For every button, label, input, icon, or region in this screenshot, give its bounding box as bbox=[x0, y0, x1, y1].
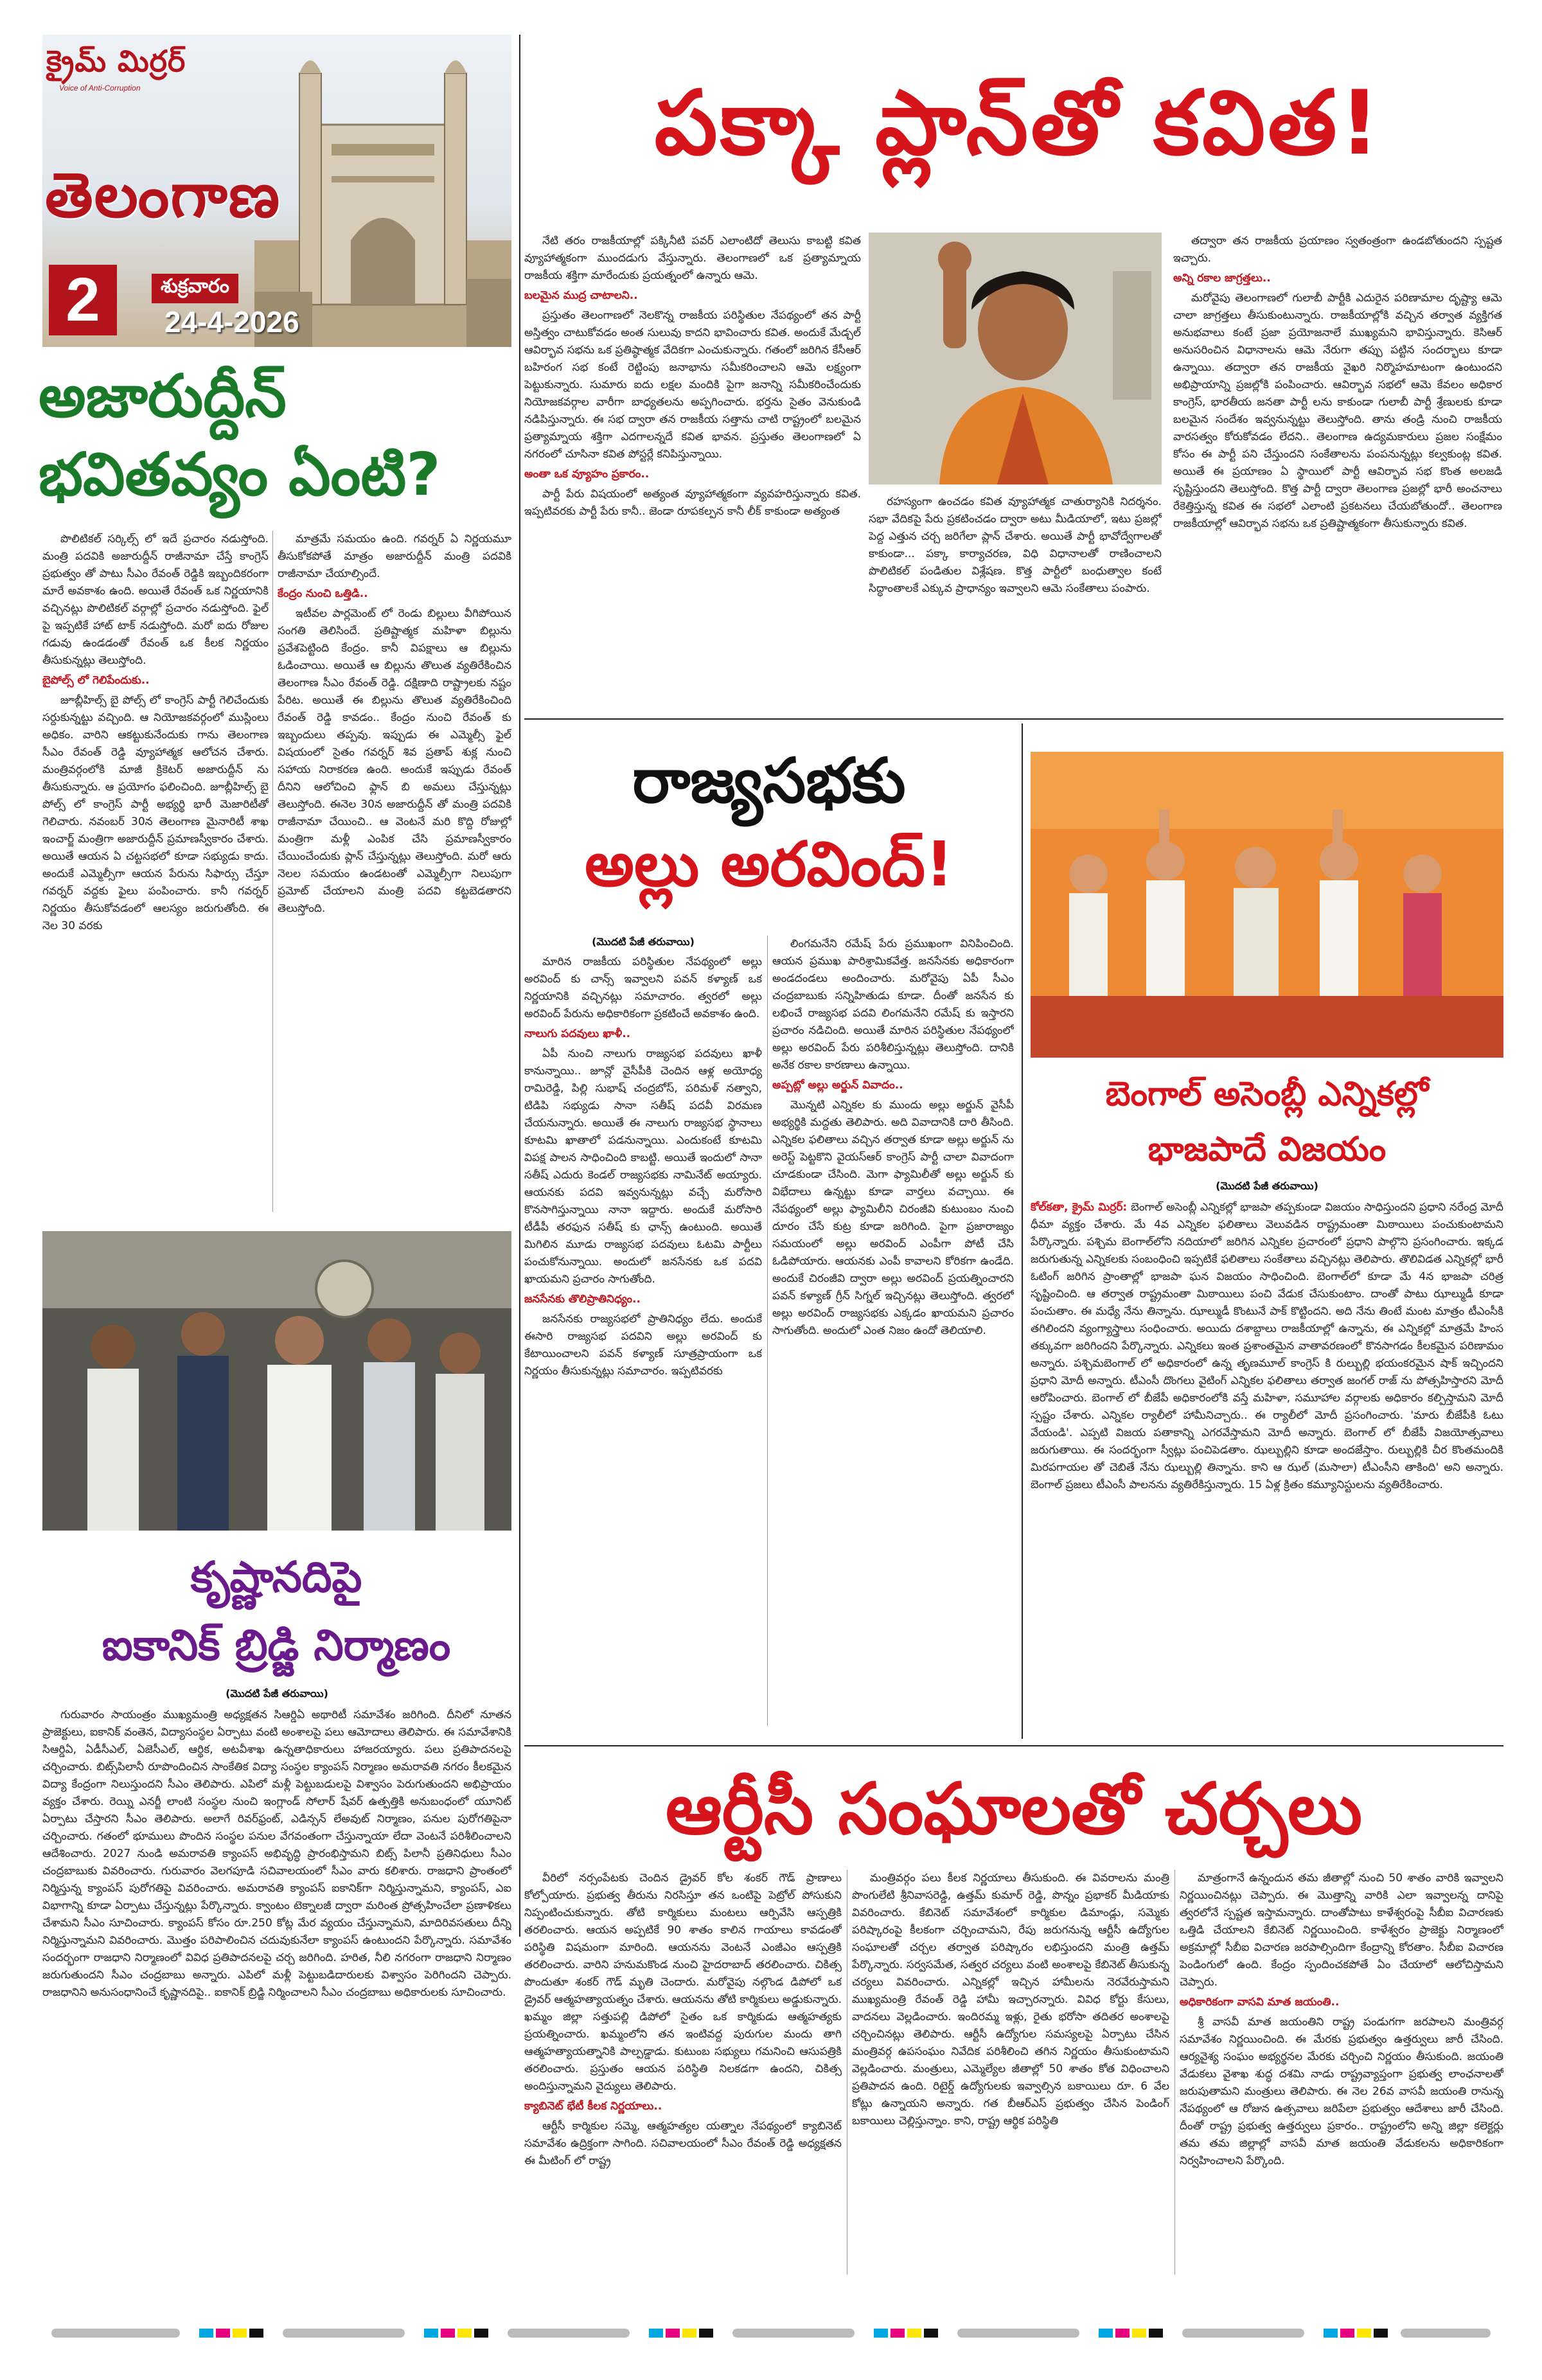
brand-tagline: Voice of Anti-Corruption bbox=[59, 84, 141, 93]
rtc-paragraph: ఆర్టీసీ కార్మికుల సమ్మె, ఆత్మహత్యల యత్నాల నేపథ్యంలో క్యాబినెట్ సమావేశం ఉద్రిక్తంగా సాగింది. సచివాలయంలో సీఎం రేవంత్ రెడ్డి అధ్యక్షతన ఈ మీటింగ్ లో రాష్ట్ర bbox=[524, 2120, 842, 2167]
lead-subhead: అంతా ఒక వ్యూహం ప్రకారం.. bbox=[524, 468, 650, 481]
rajya-headline bbox=[524, 739, 1014, 906]
azhar-subhead: బైపోల్స్ లో గెలిపేందుకు.. bbox=[42, 674, 150, 687]
brand-logo bbox=[46, 44, 316, 93]
azhar-paragraph: జూబ్లీహిల్స్ బై పోల్స్ లో కాంగ్రెస్ పార్టీ గెలిచేందుకు సర్దుకున్నట్టు వచ్చింది. ఆ నియోజకవర్గంలో ముస్లింలు అధికం. వారిని ఆకట్టుకునేందుకు గాను తెలంగాణ సీఎం రేవంత్ రెడ్డి వ్యూహాత్మక ఆలోచన చేశారు. మంత్రివర్గంలోకి మాజీ క్రికెటర్ అజారుద్దీన్ ను తీసుకున్నారు. ఆ ప్రయోగం ఫలించింది. జూబ్లీహిల్స్ బై పోల్స్ లో కాంగ్రెస్ పార్టీ అభ్యర్థి భారీ మెజారిటీతో గెలిచారు. నవంబర్ 30న తెలంగాణ మైనారిటీ శాఖ ఇంచార్జ్ మంత్రిగా అజారుద్దీన్ ప్రమాణస్వీకారం చేశారు. అయితే ఆయన ఏ చట్టసభలో కూడా సభ్యుడు కాదు. అందుకే ఎమ్మెల్సీగా ఆయన పేరును సిఫార్సు చేస్తూ గవర్నర్ వద్దకు ఫైలు పంపించారు. కానీ గవర్నర్ నిర్ణయం తీసుకోవడంలో ఆలస్యం జరుగుతోంది. ఈ నెల 30 వరకు bbox=[42, 694, 269, 932]
krishna-meeting-photo bbox=[42, 1231, 511, 1531]
rtc-paragraph: వీరిలో నర్సంపేటకు చెందిన డ్రైవర్ కోల శంకర్ గౌడ్ ప్రాణాలు కోల్పోయారు. ప్రభుత్వ తీరును నిరసిస్తూ తన ఒంటిపై పెట్రోల్ పోసుకుని నిప్పంటించుకున్నారు. తోటి కార్మికులు మంటలు ఆర్పివేసి ఆస్పత్రికి తరలించారు. ఆయన అప్పటికే 90 శాతం కాలిన గాయాలు కావడంతో పరిస్థితి విషమంగా మారింది. ఆయనను వెంటనే ఎంజీఎం ఆస్పత్రికి తరలించారు. వారిని హనుమకొండ నుంచి హైదరాబాద్ తరలించారు. చికిత్స పొందుతూ శంకర్ గౌడ్ మృతి చెందారు. మరోవైపు నల్గొండ డిపోలో ఒక డ్రైవర్ ఆత్మహత్యాయత్నం చేశారు. ఆయనను తోటి కార్మికులు అడ్డుకున్నారు. ఖమ్మం జిల్లా సత్తుపల్లి డిపోలో సైతం ఒక కార్మికుడు ఆత్మహత్యకు ప్రయత్నించారు. ఖమ్మంలోని తన ఇంటివద్ద పురుగుల మందు తాగి ఆత్మహత్యాయత్నానికి పాల్పడ్డాడు. కుటుంబ సభ్యులు గమనించి ఆసుపత్రికి తరలించారు. ప్రస్తుతం ఆయన పరిస్థితి నిలకడగా ఉందని, చికిత్స అందిస్తున్నామని వైద్యులు తెలిపారు. bbox=[524, 1872, 842, 2093]
page-number: 2 bbox=[66, 265, 100, 334]
lead-paragraph: మరోవైపు తెలంగాణలో గులాబీ పార్టీకి ఎదురైన పరిణామాల దృష్ట్యా ఆమె చాలా జాగ్రత్తలు తీసుకుంటున్నారు. రాజకీయాల్లోకి వచ్చిన తర్వాత వ్యక్తిగత అనుభవాలు కంటే ప్రజా ప్రయోజనాలే ముఖ్యమని భావిస్తున్నారు. కెసిఆర్ అనుసరించిన విధానాలను ఆమె నేరుగా తప్పు పట్టిన సందర్భాలు కూడా ఉన్నాయి. తద్వారా తన రాజకీయ వైఖరి నిర్మొహమాటంగా ఉంటుందని అభిప్రాయాన్ని ప్రజల్లోకి పంపించారు. ఆవిర్భావ సభలో ఆమె కేవలం అధికార కాంగ్రెస్, భారతీయ జనతా పార్టీ లను కాకుండా గులాబీ పార్టీ శ్రేణులకు కూడా బలమైన సందేశం ఇవ్వనున్నట్టు తెలుస్తోంది. తాను తండ్రి నుంచి రాజకీయ వారసత్వం కోరుకోవడం లేదని.. తెలంగాణ ఉద్యమకారులు ప్రజల సంక్షేమం కోసం ఈ పార్టీ పని చేస్తుందని సంకేతాలను పంపనున్నట్లు కల్వకుంట్ల కవిత. అయితే ఈ ప్రయాణం ఏ స్థాయిలో పార్టీ ఆవిర్భావ సభ కొంత అలజడి సృష్టిస్తుందని తెలుస్తోంది. కొత్త పార్టీ ద్వారా తెలంగాణ ప్రజల్లో భారీ అంచనాలు రేకెత్తిస్తున్న కవిత ఈ సభలో ఎలాంటి ప్రకటనలు చేయబోతుందో.. తెలంగాణ రాజకీయాల్లో ఆవిర్భావ సభను ఒక ప్రతిష్టాత్మకంగా తీసుకున్నారు కవిత. bbox=[1173, 292, 1502, 530]
rajya-paragraph: జనసేనకు రాజ్యసభలో ప్రాతినిధ్యం లేదు. అందుకే ఈసారి రాజ్యసభ పదవిని అల్లు అరవింద్ కు కేటాయించాలని పవన్ కళ్యాణ్ సూత్రప్రాయంగా ఒక నిర్ణయం తీసుకున్నట్లు సమాచారం. ఇప్పటివరకు bbox=[524, 1313, 762, 1378]
bengal-continued: (మొదటి పేజీ తరువాయి) bbox=[1216, 1180, 1318, 1192]
registration-marks bbox=[51, 2326, 1491, 2340]
rajya-paragraph: ఏపీ నుంచి నాలుగు రాజ్యసభ పదవులు ఖాళీ కానున్నాయి.. జూన్లో వైసీపీకి చెందిన ఆళ్ల అయోధ్య రామిరెడ్డి, పిల్లి సుభాష్ చంద్రబోస్, పరిమళ్ నత్వాని, టిడిపి సభ్యుడు సానా సతీష్ పదవీ విరమణ చేయనున్నారు. అయితే ఈ నాలుగు రాజ్యసభ స్థానాలు కూటమి ఖాతాలో పడనున్నాయి. ఎందుకంటే కూటమి విపక్ష పాలన సాధించింది కాబట్టి. అయితే ఇందులో సానా సతీష్ ఎదురు కెండల్ రాజ్యసభకు నామినేట్ అయ్యారు. ఆయనకు పదవి ఇవ్వనున్నట్లు వచ్చే మరోసారి కొనసాగిస్తున్నాయి నానా ఇద్దారు. అందుకే మరోసారి టీడీపీ తరఫున సతీష్ కు ఛాన్స్ ఉంటుంది. అయితే మిగిలిన మూడు రాజ్యసభ పదవులు ఓటమి పార్టీలు పంచుకోనున్నాయి. అందులో జనసేనకు ఒక పదవి ఖాయమని ప్రచారం సాగుతోంది. bbox=[524, 1047, 762, 1286]
rtc-headline: ఆర్టీసీ సంఘాలతో చర్చలు bbox=[665, 1768, 1363, 1850]
lead-paragraph: రహస్యంగా ఉంచడం కవిత వ్యూహాత్మక చాతుర్యానికి నిదర్శనం. సభా వేదికపై పేరు ప్రకటించడం ద్వారా అటు మీడియాలో, ఇటు ప్రజల్లో పెద్ద ఎత్తున చర్చ జరిగేలా ప్లాన్ చేశారు. అయితే పార్టీ భావోద్వేగాలతో కాకుండా... పక్కా కార్యాచరణ, విధి విధానాలతో రాణించాలని పొలిటికల్ పండితుల విశ్లేషణ. కొత్త పార్టీలో బంధుత్వాల కంటే సిద్ధాంతాలకే ఎక్కువ ప్రాధాన్యం ఇవ్వాలని ఆమె సంకేతాలు పంపారు. bbox=[869, 495, 1162, 595]
bengal-text: బెంగాల్ అసెంబ్లీ ఎన్నికల్లో భాజపా తప్పకుండా విజయం సాధిస్తుందని ప్రధాని నరేంద్ర మోదీ ధీమా వ్యక్తం చేశారు. మే 4వ ఎన్నికల ఫలితాలు వెలువడిన రాష్ట్రమంతా మిఠాయిలు పంచుకుంటామని పేర్కొన్నారు. పశ్చిమ బెంగాల్‌లోని నదియాలో జరిగిన ఎన్నికల ప్రచారంలో ప్రధాని పాల్గొని ప్రసంగించారు. ఇక్కడ జరుగుతున్న ఎన్నికలకు సంబంధించి ఇప్పటికే ఫలితాలు సంకేతాలు వచ్చినట్లు తెలిపారు. తొలివిడత ఎన్నికల్లో భారీ ఓటింగ్ జరిగిన ప్రాంతాల్లో భాజపా ఘన విజయం సాధించింది. బెంగాల్‌లో కూడా మే 4న భాజపా చరిత్ర సృష్టించింది. ఆ తర్వాత రాష్ట్రమంతా మిఠాయిలు పంచి వేడుక చేసుకుంటాం. దాంతో పాటు ఝాల్ముడీ కూడా పంచుతాం. ఈ మధ్యే నేను తిన్నాను. ఝాల్ముడీ కొంటునే పాక్ కొట్టిందని. అది నేను తింటే మంట మాత్రం టీఎంసీకి తగిలిందని వ్యంగ్యాస్త్రాలు సంధించారు. అయిదు దశాబ్దాలు రాజకీయాల్లో ఉన్నాను, ఈ ఎన్నికల్లో మాత్రమే హింస తక్కువగా జరిగిందని పేర్కొన్నారు. ఎన్నికలు ఇంత ప్రశాంతమైన వాతావరణంలో కొనసాగడం కీలకమైన పరిణామం అన్నారు. పశ్చిమబెంగాల్ లో అధికారంలో ఉన్న తృణమూల్ కాంగ్రెస్ కి రుల్బుల్లి భయంకరమైన షాక్ ఇచ్చిందని ప్రధాని మోదీ అన్నారు. టీఎంసీ దొంగలు వైటింగ్ ఎన్నికల ఫలితాలు తర్వాత జంగల్ రాజ్ ను పోత్సహిస్తారని మోదీ ఆరోపించారు. బెంగాల్ లో బీజేపీ అధికారంలోకి వస్తే మహిళా, సమూహాల వర్గాలకు అధికారం కల్పిస్తామని మోదీ స్పష్టం చేశారు. ఎన్నికల ర్యాలీలో హామీనిచ్చారు.. ఈ ర్యాలీలో మోదీ ప్రసంగించారు. 'మారు బీజేపీకి ఓటు వేయండి'. ఎప్పటి విజయ పతాకాన్ని ఎగరవేస్తామని మోదీ అన్నారు. బెంగాల్ లో బీజేపీ విజయోత్సవాలు జరుగుతాయి. ఈ సందర్భంగా స్వీట్లు పంచిపెడతాం. ఝల్బుల్లిని కూడా అందజేస్తాం. రుల్బుల్లికి చీర కొంతమందికి మిరపగాయల తో చెబితే నేను ఝల్బుల్లి తిన్నాను. కాని ఆ ఝల్ (మసాలా) టీఎంసీని తాకింది' అని అన్నారు. బెంగాల్ ప్రజలు టీఎంసీ పాలనను వ్యతిరేకిస్తున్నారు. 15 ఏళ్ల క్రితం కమ్యూనిస్టులను వ్యతిరేకించారు. bbox=[1031, 1201, 1503, 1491]
print-color-bar bbox=[51, 2326, 1491, 2340]
rajya-col1 bbox=[524, 954, 762, 1731]
krishna-body bbox=[42, 1707, 511, 2272]
lead-col1 bbox=[524, 233, 861, 708]
rtc-subhead: అధికారికంగా వాసవి మాత జయంతి.. bbox=[1180, 1996, 1340, 2009]
page-number-box bbox=[49, 265, 117, 335]
bengal-paragraph bbox=[1031, 1199, 1503, 1494]
lead-subhead: బలమైన ముద్ర చాటాలని.. bbox=[524, 289, 638, 302]
masthead bbox=[42, 35, 511, 347]
lead-subhead: అన్ని రకాల జాగ్రత్తలు.. bbox=[1173, 272, 1271, 285]
rtc-col3 bbox=[1180, 1870, 1503, 2281]
column-rule bbox=[272, 531, 273, 1212]
rajya-subhead: నాలుగు పదవులు ఖాళీ.. bbox=[524, 1027, 631, 1040]
krishna-headline-line2: ఐకానిక్ బ్రిడ్జి నిర్మాణం bbox=[102, 1621, 451, 1670]
date-label: 24-4-2026 bbox=[164, 305, 299, 339]
rajya-subhead: జనసేనకు తొలిప్రాతినిధ్యం.. bbox=[524, 1293, 641, 1306]
azhar-paragraph: ఇటీవల పార్లమెంట్ లో రెండు బిల్లులు వీగిపోయిన సంగతి తెలిసిందే. ప్రతిష్టాత్మక మహిళా బిల్లును ప్రవేశపెట్టింది కేంద్రం. కానీ విపక్షాలు ఆ బిల్లును ఓడించాయి. అయితే ఆ బిల్లును తొలుత వ్యతిరేకించిన తెలంగాణ సీఎం రేవంత్ రెడ్డి. దక్షిణాది రాష్ట్రాలకు నష్టం పేరిట. అయితే ఈ బిల్లును తొలుత వ్యతిరేకించింది రేవంత్ రెడ్డి కావడం.. కేంద్రం నుంచి రేవంత్ కు ఇబ్బందులు తప్పవు. ఇప్పుడు ఈ ఎమ్మెల్సీ ఫైల్ విషయంలో సైతం గవర్నర్ శివ ప్రతాప్ శుక్ల నుంచి సహాయ నిరాకరణ ఉంది. అందుకే ఇప్పుడు రేవంత్ దీనిని ఆలోచించి ఫ్లాన్ బి అమలు చేస్తున్నట్లు తెలుస్తోంది. ఈనెల 30న అజారుద్దీన్ తో మంత్రి పదవికి రాజీనామా చేయించి.. ఆ వెంటనే మరి కొద్ది రోజుల్లో మంత్రిగా మళ్లీ ఎంపిక చేసి ప్రమాణస్వీకారం చేయించేందుకు ప్లాన్ చేస్తున్నట్లు తెలుస్తోంది. మరో ఆరు నెలల సమయం ఉండటంతో ఎమ్మెల్సీగా నిలుపుగా ప్రమోట్ చేయాలని మంత్రి పదవి కట్టబెడతారని తెలుస్తోంది. bbox=[278, 607, 511, 915]
column-rule bbox=[1022, 724, 1023, 1739]
edition-title: తెలంగాణ bbox=[45, 159, 281, 231]
azhar-headline bbox=[39, 357, 514, 514]
rajya-paragraph: మారిన రాజకీయ పరిస్థితుల నేపథ్యంలో అల్లు అరవింద్ కు చాన్స్ ఇవ్వాలని పవన్ కళ్యాణ్ ఒక నిర్ణయానికి వచ్చినట్లు సమాచారం. త్వరలో అల్లు అరవింద్ పేరును అధికారికంగా ప్రకటించే అవకాశం ఉంది. bbox=[524, 955, 762, 1020]
krishna-headline bbox=[39, 1543, 514, 1680]
krishna-paragraph: గురువారం సాయంత్రం ముఖ్యమంత్రి అధ్యక్షతన సిఆర్డిఏ అథారిటీ సమావేశం జరిగింది. దీనిలో నూతన ప్రాజెక్టులు, ఐకానిక్ వంతెన, విద్యాసంస్థల ఏర్పాటు వంటి అంశాలపై పలు ఆమోదాలు తెలిపారు. ఈ సమావేశానికి సిఆర్డిఏ, ఏడీసీఎల్, ఏజెసీఎల్, ఆర్థిక, అటవీశాఖ ఉన్నతాధికారులు హాజరయ్యారు. పలు ప్రతిపాదనలపై చర్చించారు. బిట్స్‌పిలానీ రూపొందించిన సాంకేతిక విద్యా సంస్థల క్యాంపస్‌ నిర్మాణం అమరావతి నగరం కీలకమైన విద్యా కేంద్రంగా నిలుస్తుందని సీఎం తెలిపారు. ఎపిలో మళ్లీ పెట్టుబడులపై విశ్వాసం పెరుగుతుందని అభిప్రాయం వ్యక్తం చేశారు. రెయ్ని ఎనర్జీ లాంటి సంస్థల నుంచి ఇంగ్లాండ్ సోలార్ షేవర్ ఉత్పత్తికి అనుబంధంలో యూనిట్ ఏర్పాటు చేస్తారని సీఎం తెలిపారు. అలాగే రివర్‌ఫ్రంట్, ఎడిన్సన్ లేఅవుట్ నిర్మాణం, పనుల పురోగతిపైనా చర్చించారు. గతంలో భూములు పొందిన సంస్థల పనుల వేగవంతంగా చేస్తున్నాయా లేదా వెంటనే పరిశీలించాలని ఆదేశించారు. 2027 నుండి అమరావతి క్యాంపస్ అభివృద్ధి ప్రారంభిస్తామని బిట్స్ పిలానీ ప్రతినిధులు సీఎం చంద్రబాబుకు వివరించారు. గురువారం వెలగపూడి సచివాలయంలో సీఎం వారు కలిశారు. రాజధాని ప్రాంతంలో నిర్మిస్తున్న క్యాంపస్ పురోగతిపై వివరించారు. అమరావతి క్యాంపస్ ఐకానిక్‌గా నిర్మిస్తున్నామని, క్యాంపస్, ఎఐ విభాగాన్ని కూడా ఏర్పాటు చేస్తున్నట్లు పేర్కొన్నారు. క్వాంటం టెక్నాలజీ ద్వారా మరింత ప్రోత్సహించేలా ప్రణాళికలు చేశామని సీఎం సూచించారు. క్యాంపస్ కోసం రూ.250 కోట్ల మేర వ్యయం చేస్తున్నామని, మాదిరివసతులు దీన్ని నిర్మిస్తున్నామని వివరించారు. మొత్తం పరిపాలించిన చదువుకునేలా క్యాంపస్ ఉంటుందని పేర్కొన్నారు. సమావేశం సందర్భంగా రాజధాని నిర్మాణంలో వివిధ ప్రతిపాదనలపై చర్చ జరిగింది. హరిత, నీలి నగరంగా రాజధాని నిర్మాణం జరుగుతుందని సీఎం చంద్రబాబు అన్నారు. ఎపిలో మళ్లీ పెట్టుబడిదారులకు విశ్వాసం పెరిగిందని చెప్పారు. రాజధానిని అనుసంధానించే కృష్ణానదిపై.. ఐకానిక్ బ్రిడ్జి నిర్మించాలని సీఎం చంద్రబాబు అధికారులకు సూచించారు. bbox=[42, 1709, 511, 1999]
rajya-paragraph: మొన్నటి ఎన్నికల కు ముందు అల్లు అర్జున్ వైసీపీ అభ్యర్థికి మద్దతు తెలిపారు. అది వివాదానికి దారి తీసింది. ఎన్నికల ఫలితాలు వచ్చిన తర్వాత కూడా అల్లు అర్జున్ ను అరెస్ట్ పెట్టకొని వైయస్ఆర్ కాంగ్రెస్ పార్టీ చాలా వివాదంగా చూడకుండా చేసింది. మెగా ఫ్యామిలీతో అల్లు అర్జున్ కు విభేదాలు ఉన్నట్టు కూడా వార్తలు వచ్చాయి. ఈ నేపథ్యంలో అల్లు ఫ్యామిలీని చిరంజీవి కుటుంబం నుంచి దూరం చేసే కుట్ర కూడా జరిగింది. పైగా ప్రజారాజ్యం సమయంలో అల్లు అరవింద్ ఎంపీగా పోటీ చేసి ఓడిపోయారు. ఆయనకు ఎంపీ కావాలని కోరికగా ఉండేది. అందుకే చిరంజీవి ద్వారా అల్లు అరవింద్ ప్రయత్నించారని పవన్ కళ్యాణ్ గ్రీన్ సిగ్నల్ ఇచ్చినట్లు తెలుస్తోంది. త్వరలో అల్లు అరవింద్ రాజ్యసభకు ఎక్కడం ఖాయమని ప్రచారం సాగుతోంది. అందులో ఎంత నిజం ఉందో తెలియాలి. bbox=[772, 1099, 1014, 1337]
lead-paragraph: ప్రస్తుతం తెలంగాణలో నెలకొన్న రాజకీయ పరిస్థితుల నేపథ్యంలో తన పార్టీ అస్తిత్వం చాటుకోవడం అంత సులువు కాదని భావించారు కవిత. అందుకే మేడ్చల్ ఆవిర్భావ సభను ఒక ప్రతిష్ఠాత్మక వేదికగా ఎంచుకున్నారు. గతంలో జరిగిన కేసీఆర్ బహిరంగ సభ కంటే రెట్టింపు జనాభాను సమీకరించాలని ఆమె లక్ష్యంగా పెట్టుకున్నారు. సుమారు ఐదు లక్షల మందికి పైగా జనాన్ని సమీకరించేందుకు నియోజకవర్గాల వారీగా బాధ్యతలను అప్పగించారు. భర్తను సైతం వెనుకుండి నడిపిస్తున్నారు. ఈ సభ ద్వారా తన రాజకీయ సత్తాను చాటి రాష్ట్రంలో బలమైన ప్రత్యామ్నాయ శక్తిగా ఎదగాలన్నదే కవిత భావన. ప్రస్తుతం తెలంగాణలో ఏ నగరంలో చూసినా కవిత పోస్టర్లే కనిపిస్తున్నాయి. bbox=[524, 309, 861, 461]
rajya-subhead: అప్పట్లో అల్లు అర్జున్ వివాదం.. bbox=[772, 1079, 903, 1092]
azhar-headline-line1: అజారుద్దీన్ bbox=[39, 362, 287, 431]
section-rule bbox=[524, 1745, 1503, 1746]
azhar-col2 bbox=[278, 531, 511, 1231]
lead-headline: పక్కా ప్లాన్‌తో కవిత! bbox=[654, 71, 1383, 175]
rtc-paragraph: మంత్రివర్గం పలు కీలక నిర్ణయాలు తీసుకుంది. ఈ వివరాలను మంత్రి పొంగులేటి శ్రీనివాసరెడ్డి, ఉత్తమ్ కుమార్ రెడ్డి, పొన్నం ప్రభాకర్ మీడియాకు వివరించారు. కేబినెట్ సమావేశంలో కార్మికుల డిమాండ్లు, సమ్మెకు పరిష్కారంపై కీలకంగా చర్చించామని, రేపు జరుగనున్న ఆర్టీసీ ఉద్యోగుల సంఘాలతో చర్చల తర్వాత పరిష్కారం లభిస్తుందని మంత్రి ఉత్తమ్ పేర్కొన్నారు. సర్వసమేత, సత్వర చర్యలు వంటి అంశాలపై కేబినెట్ తీసుకున్న చర్యలు వివరించారు. ఎన్నికల్లో ఇచ్చిన హామీలను నెరవేరుస్తామని ముఖ్యమంత్రి రేవంత్ రెడ్డి హామీ ఇచ్చారన్నారు. వివిధ కోర్టు కేసులు, వాదనలు వెల్లడించారు. ఇందిరమ్మ ఇళ్లు, రైతు భరోసా తదితర అంశాలపై చర్చించినట్లు తెలిపారు. ఆర్టీసీ ఉద్యోగుల సమస్యలపై ఏర్పాటు చేసిన మంత్రివర్గ ఉపసంఘం నివేదిక పరిశీలించి తగిన నిర్ణయం తీసుకుంటామని వెల్లడించారు. మంత్రులు, ఎమ్మెల్యేల జీతాల్లో 50 శాతం కోత విధించాలని ప్రతిపాదన ఉంది. రిటైర్డ్ ఉద్యోగులకు ఇవ్వాల్సిన బకాయిలు రూ. 6 వేల కోట్లు ఉన్నాయని అన్నారు. గత బీఆర్ఎస్ ప్రభుత్వం చేసిన పెండింగ్ బకాయిలు చెల్లిస్తున్నాం. కాని, రాష్ట్ర ఆర్థిక పరిస్థితి bbox=[852, 1872, 1169, 2127]
kavitha-photo bbox=[869, 233, 1162, 484]
rally-figures bbox=[1031, 752, 1503, 1058]
rtc-subhead: క్యాబినెట్ భేటీ కీలక నిర్ణయాలు.. bbox=[524, 2100, 662, 2113]
rtc-paragraph: మాత్రంగానే ఉన్నందున తమ జీతాల్లో నుంచి 50 శాతం వారికి ఇవ్వాలని నిర్ణయించినట్లు చెప్పారు. ఈ మొత్తాన్ని వారికి ఎలా ఇవ్వాలన్న దానిపై త్వరలోనే స్పష్టత ఇస్తామన్నారు. దాంతోపాటు కాళేశ్వరంపై సీబీఐ విచారణకు ఒత్తిడి చేయాలని కేబినెట్ నిర్ణయించింది. కాళేశ్వరం ప్రాజెక్టు నిర్మాణంలో అక్రమాల్లో సీబీఐ విచారణ జరపాల్సిందిగా కేంద్రాన్ని కోరతాం. సీబీఐ విచారణ పెండింగులో ఉంది. కేంద్రం స్పందించకపోతే ఏం చేయాలో ఆలోచిస్తామని చెప్పారు. bbox=[1180, 1872, 1503, 1989]
kavitha-figure bbox=[869, 233, 1162, 484]
column-rule bbox=[767, 936, 768, 1726]
lead-paragraph: తద్వారా తన రాజకీయ ప్రయాణం స్వతంత్రంగా ఉండబోతుందని స్పష్టత ఇచ్చారు. bbox=[1173, 235, 1502, 265]
bengal-body bbox=[1031, 1199, 1503, 1732]
azhar-subhead: కేంద్రం నుంచి ఒత్తిడి.. bbox=[278, 587, 368, 600]
lead-col3 bbox=[1173, 233, 1502, 708]
azhar-headline-line2: భవితవ్యం ఏంటి? bbox=[39, 440, 441, 509]
lead-paragraph: నేటి తరం రాజకీయాల్లో పక్కినీటి పవర్ ఎలాంటిదో తెలుసు కాబట్టి కవిత వ్యూహాత్మకంగా ముందడుగు వేస్తున్నారు. తెలంగాణలో ఒక ప్రత్యామ్నాయ రాజకీయ శక్తిగా మారేందుకు ప్రయత్నంలో ఉన్నారు ఆమె. bbox=[524, 235, 861, 282]
section-rule bbox=[524, 718, 1503, 720]
bengal-rally-photo bbox=[1031, 752, 1503, 1058]
azhar-paragraph: పొలిటికల్ సర్కిల్స్ లో ఇదే ప్రచారం నడుస్తోంది. మంత్రి పదవికి అజారుద్దీన్ రాజీనామా చేస్తే కాంగ్రెస్ ప్రభుత్వం తో పాటు సీఎం రేవంత్ రెడ్డికి ఇబ్బందికరంగా మారే అవకాశం ఉంది. అయితే రేవంత్ ఒక నిర్ణయానికి వచ్చినట్లు పొలిటికల్ వర్గాల్లో ప్రచారం నడుస్తోంది. ఫైల్ పై ఇప్పటికే హాట్ టాక్ నడుస్తోంది. మరో ఐదు రోజుల గడువు ఉండడంతో రేవంత్ ఒక కీలక నిర్ణయం తీసుకున్నట్లు తెలుస్తోంది. bbox=[42, 533, 269, 667]
meeting-figures bbox=[42, 1231, 511, 1531]
rtc-col1 bbox=[524, 1870, 842, 2281]
azhar-col1 bbox=[42, 531, 269, 1231]
day-label: శుక్రవారం bbox=[152, 274, 238, 303]
rtc-paragraph: శ్రీ వాసవీ మాత జయంతిని రాష్ట్ర పండుగగా జరపాలని మంత్రివర్గ సమావేశం నిర్ణయించింది. ఈ మేరకు ప్రభుత్వం ఉత్తర్వులు జారీ చేసింది. ఆర్యవైశ్య సంఘం అభ్యర్థనల మేరకు చర్చించి నిర్ణయం తీసుకుంది. జయంతి వేడుకలు వైశాఖ శుద్ధ దశమి నాడు రాష్ట్రవ్యాప్తంగా ప్రభుత్వ లాంఛనాలతో జరుపుతామని మంత్రులు తెలిపారు. ఈ నెల 26వ వాసవీ జయంతి రానున్న నేపథ్యంలో ఆ రోజున ఉత్సవాలు జరిపేలా ప్రభుత్వం ఆదేశాలు జారీ చేసింది. దీంతో రాష్ట్ర ప్రభుత్వ ఉత్తర్వులు ప్రకారం.. రాష్ట్రంలోని అన్ని జిల్లా కలెక్టర్లు తమ తమ జిల్లాల్లో వాసవీ మాత జయంతి వేడుకలను అధికారికంగా నిర్వహించాలని పేర్కొంది. bbox=[1180, 2016, 1503, 2167]
rajya-col2 bbox=[772, 936, 1014, 1732]
rajya-paragraph: లింగమనేని రమేష్ పేరు ప్రముఖంగా వినిపించింది. ఆయన ప్రముఖ పారిశ్రామికవేత్త. జనసేనకు అధికారంగా అండదండలు అందించారు. మరోవైపు ఏపీ సీఎం చంద్రబాబుకు సన్నిహితుడు కూడా. దీంతో జనసేన కు లభించే రాజ్యసభ పదవి లింగమనేని రమేష్ కు ఇస్తారని ప్రచారం నడిచింది. అయితే మారిన పరిస్థితుల నేపథ్యంలో అల్లు అరవింద్ పేరు పరిశీలిస్తున్నట్లు తెలుస్తోంది. దానికి అనేక రకాల కారణాలు ఉన్నాయి. bbox=[772, 937, 1014, 1072]
bengal-dateline: కోల్‌కతా, క్రైమ్ మిర్రర్: bbox=[1031, 1201, 1128, 1214]
column-rule bbox=[519, 35, 520, 1937]
bengal-headline bbox=[1031, 1067, 1503, 1177]
rajya-headline-line1: రాజ్యసభకు bbox=[632, 745, 906, 817]
brand-name: క్రైమ్ మిర్రర్ bbox=[46, 44, 186, 78]
krishna-headline-line1: కృష్ణానదిపై bbox=[190, 1552, 362, 1602]
rajya-continued: (మొదటి పేజీ తరువాయి) bbox=[592, 936, 695, 948]
rajya-headline-line2: అల్లు అరవింద్! bbox=[585, 828, 953, 900]
bengal-headline-line2: భాజపాదే విజయం bbox=[1148, 1130, 1387, 1169]
lead-col2 bbox=[869, 493, 1162, 706]
azhar-paragraph: మాత్రమే సమయం ఉంది. గవర్నర్ ఏ నిర్ణయమూ తీసుకోకపోతే మాత్రం అజారుద్దీన్ మంత్రి పదవికి రాజీనామా చేయాల్సిందే. bbox=[278, 533, 511, 580]
krishna-continued: (మొదటి పేజీ తరువాయి) bbox=[226, 1687, 328, 1700]
column-rule bbox=[1174, 1870, 1175, 2275]
rtc-col2 bbox=[852, 1870, 1169, 2281]
lead-paragraph: పార్టీ పేరు విషయంలో అత్యంత వ్యూహాత్మకంగా వ్యవహరిస్తున్నారు కవిత. ఇప్పటివరకు పార్టీ పేరు కానీ.. జెండా రూపకల్పన కానీ లీక్ కాకుండా అత్యంత bbox=[524, 488, 861, 518]
bengal-headline-line1: బెంగాల్ అసెంబ్లీ ఎన్నికల్లో bbox=[1105, 1075, 1429, 1114]
